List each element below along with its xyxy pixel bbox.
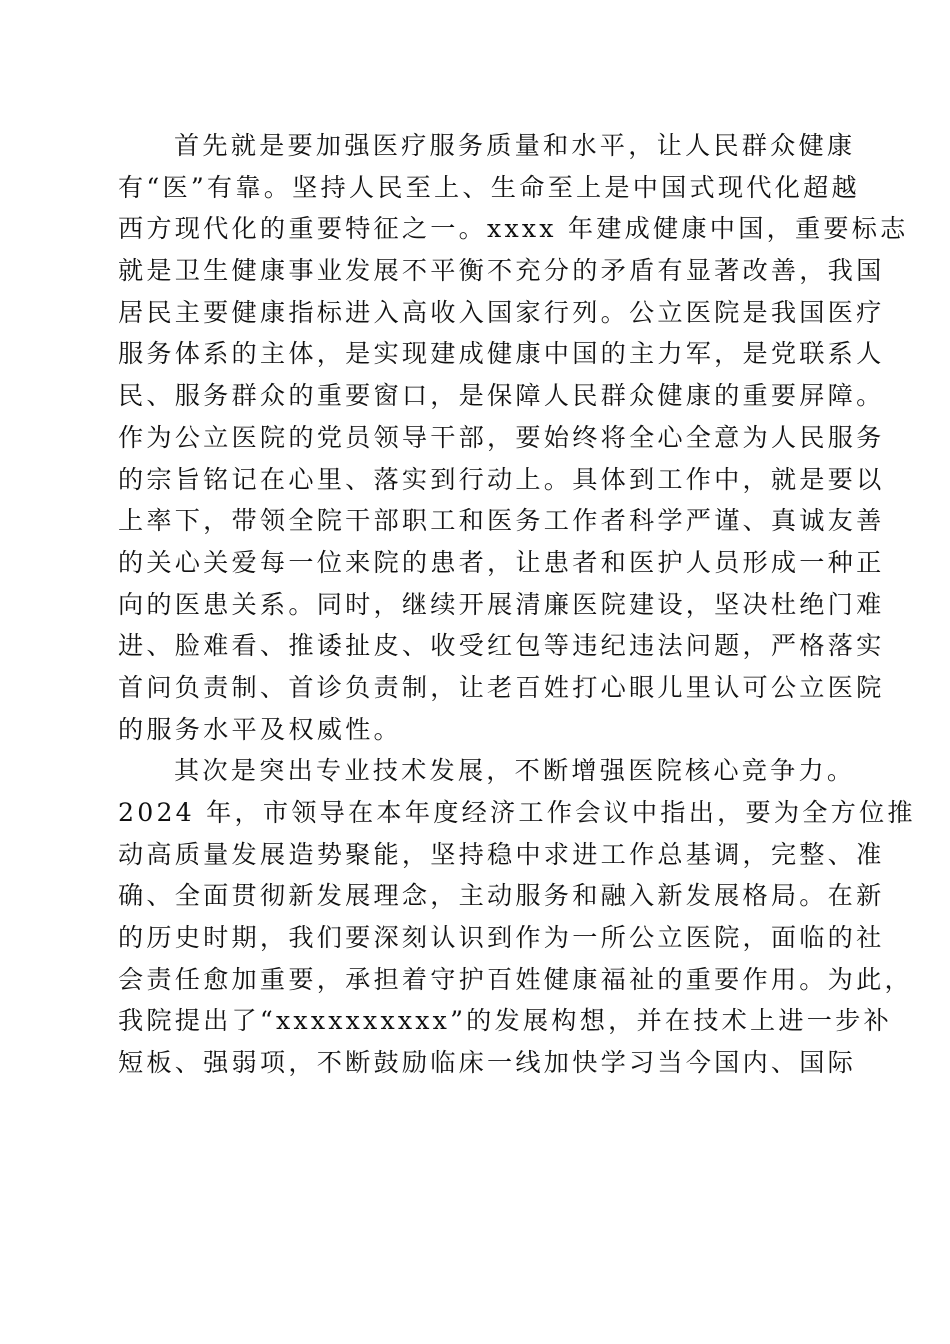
text-line: 作为公立医院的党员领导干部，要始终将全心全意为人民服务 (118, 422, 885, 452)
text-line: 向的医患关系。同时，继续开展清廉医院建设，坚决杜绝门难 (118, 589, 885, 619)
paragraph-2 (118, 750, 916, 1084)
text-line: 服务体系的主体，是实现建成健康中国的主力军，是党联系人 (118, 339, 885, 369)
text-line: 其次是突出专业技术发展，不断增强医院核心竞争力。 (174, 756, 856, 786)
text-line: 西方现代化的重要特征之一。xxxx 年建成健康中国，重要标志 (118, 214, 909, 244)
text-line: 首先就是要加强医疗服务质量和水平，让人民群众健康 (174, 131, 856, 160)
text-line: 会责任愈加重要，承担着守护百姓健康福祉的重要作用。为此， (118, 964, 913, 994)
text-line: 动高质量发展造势聚能，坚持稳中求进工作总基调，完整、准 (118, 839, 885, 869)
text-line: 有“医”有靠。坚持人民至上、生命至上是中国式现代化超越 (118, 172, 860, 202)
text-line: 的历史时期，我们要深刻认识到作为一所公立医院，面临的社 (118, 923, 885, 953)
text-line: 的宗旨铭记在心里、落实到行动上。具体到工作中，就是要以 (118, 464, 885, 494)
text-line: 短板、强弱项，不断鼓励临床一线加快学习当今国内、国际 (118, 1048, 857, 1078)
body-text (118, 125, 916, 1084)
paragraph-1 (118, 125, 909, 750)
text-line: 的服务水平及权威性。 (118, 714, 402, 744)
text-line: 首问负责制、首诊负责制，让老百姓打心眼儿里认可公立医院 (118, 672, 885, 702)
text-line: 民、服务群众的重要窗口，是保障人民群众健康的重要屏障。 (118, 381, 885, 411)
text-line: 居民主要健康指标进入高收入国家行列。公立医院是我国医疗 (118, 297, 885, 327)
text-line: 上率下，带领全院干部职工和医务工作者科学严谨、真诚友善 (118, 506, 885, 536)
text-line: 进、脸难看、推诿扯皮、收受红包等违纪违法问题，严格落实 (118, 631, 885, 661)
text-line: 我院提出了“xxxxxxxxxx”的发展构想，并在技术上进一步补 (118, 1006, 892, 1036)
text-line: 确、全面贯彻新发展理念，主动服务和融入新发展格局。在新 (118, 881, 885, 911)
text-line: 的关心关爱每一位来院的患者，让患者和医护人员形成一种正 (118, 547, 885, 577)
text-line: 就是卫生健康事业发展不平衡不充分的矛盾有显著改善，我国 (118, 256, 885, 286)
text-line: 2024 年，市领导在本年度经济工作会议中指出，要为全方位推 (118, 798, 916, 827)
